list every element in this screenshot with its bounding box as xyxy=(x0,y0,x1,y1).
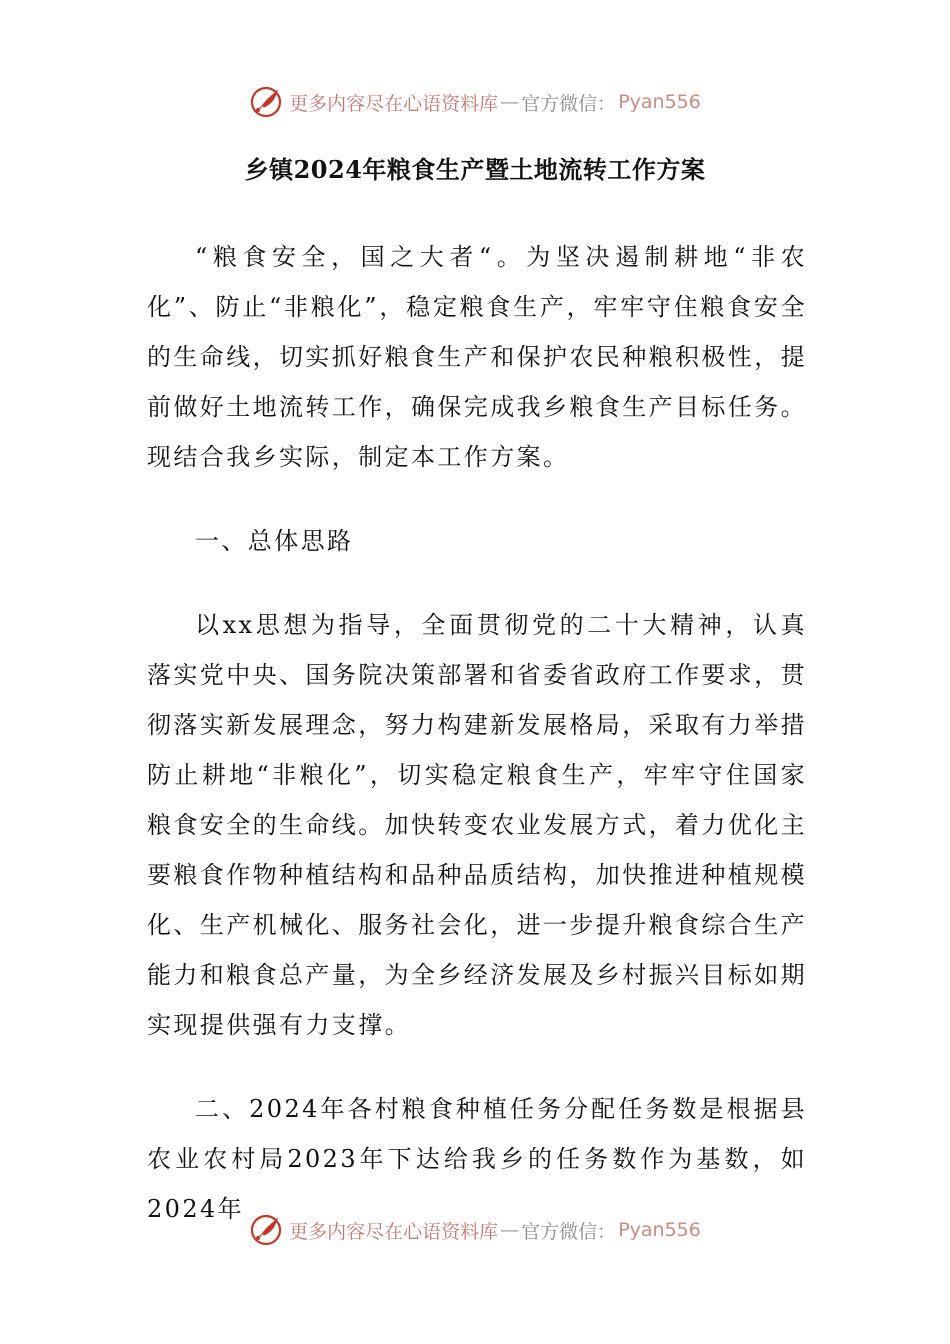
watermark-footer xyxy=(0,1210,950,1250)
watermark-account: Pyan556 xyxy=(618,91,701,113)
watermark-account: Pyan556 xyxy=(618,1219,701,1241)
watermark-brand-text: 更多内容尽在心语资料库 xyxy=(289,1220,499,1243)
quill-logo-icon xyxy=(249,1213,285,1247)
quill-logo-icon xyxy=(249,85,285,119)
document-title: 乡镇2024年粮食生产暨土地流转工作方案 xyxy=(244,155,706,184)
watermark-dash: — xyxy=(500,91,520,113)
section-heading-overall-approach: 一、总体思路 xyxy=(195,527,354,555)
watermark-header xyxy=(0,82,950,122)
document-body xyxy=(147,232,807,1234)
paragraph-task-allocation: 二、2024年各村粮食种植任务分配任务数是根据县农业农村局2023年下达给我乡的任务数作为基数，如2024年 xyxy=(147,1095,807,1223)
watermark-dash: — xyxy=(500,1219,520,1241)
watermark-brand-text: 更多内容尽在心语资料库 xyxy=(289,92,499,115)
paragraph-intro: “粮食安全，国之大者“。为坚决遏制耕地“非农化”、防止“非粮化”，稳定粮食生产，牢牢守住粮食安全的生命线，切实抓好粮食生产和保护农民种粮积极性，提前做好土地流转工作，确保完成我乡粮食生产目标任务。现结合我乡实际，制定本工作方案。 xyxy=(147,243,807,471)
paragraph-overall-approach: 以xx思想为指导，全面贯彻党的二十大精神，认真落实党中央、国务院决策部署和省委省政府工作要求，贯彻落实新发展理念，努力构建新发展格局，采取有力举措防止耕地“非粮化”，切实稳定粮食生产，牢牢守住国家粮食安全的生命线。加快转变农业发展方式，着力优化主要粮食作物种植结构和品种品质结构，加快推进种植规模化、生产机械化、服务社会化，进一步提升粮食综合生产能力和粮食总产量，为全乡经济发展及乡村振兴目标如期实现提供强有力支撑。 xyxy=(147,611,807,1039)
watermark-wechat-label: 官方微信： xyxy=(521,1220,617,1243)
watermark-wechat-label: 官方微信： xyxy=(521,92,617,115)
